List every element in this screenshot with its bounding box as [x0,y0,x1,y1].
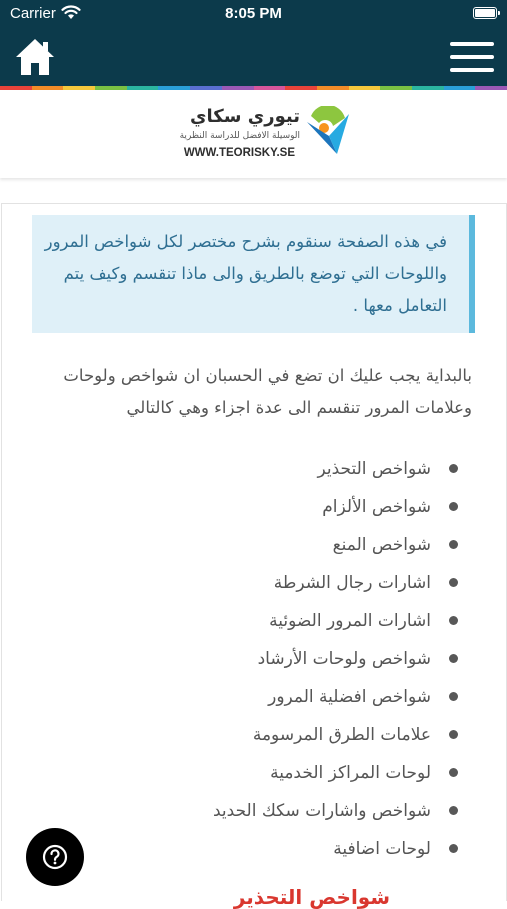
hamburger-menu-icon [450,42,494,46]
bullet-icon [449,540,458,549]
bullet-icon [449,616,458,625]
category-label: اشارات المرور الضوئية [269,611,431,631]
intro-paragraph: بالبداية يجب عليك ان تضع في الحسبان ان شواخص ولوحات وعلامات المرور تنقسم الى عدة اجزاء وهي كالتالي [63,366,472,417]
category-list [20,450,463,868]
logo-url: WWW.TEORISKY.SE [183,147,295,159]
logo-title: تيوري سكاي [190,106,300,127]
category-label: شواخص ولوحات الأرشاد [257,649,431,669]
bullet-icon [449,806,458,815]
bullet-icon [449,502,458,511]
question-mark-icon [26,828,84,886]
category-list-item [20,640,463,678]
bullet-icon [449,844,458,853]
category-list-item [20,754,463,792]
category-list-item [20,564,463,602]
carrier-label: Carrier [10,5,56,22]
category-list-item [20,792,463,830]
bullet-icon [449,692,458,701]
category-list-item [20,488,463,526]
category-list-item [20,716,463,754]
category-label: شواخص المنع [332,535,431,555]
section-heading: شواخص التحذير [233,885,390,909]
logo-subtitle: الوسيلة الافضل للدراسة النظرية [179,131,300,141]
bullet-icon [449,578,458,587]
category-label: شواخص افضلية المرور [268,687,431,707]
category-list-item [20,830,463,868]
category-label: لوحات المراكز الخدمية [270,763,431,783]
battery-icon [473,7,497,19]
category-label: شواخص واشارات سكك الحديد [212,801,431,821]
info-callout: في هذه الصفحة سنقوم بشرح مختصر لكل شواخص المرور واللوحات التي توضع بالطريق والى ماذا تنقسم وكيف يتم التعامل معها . [32,215,475,333]
category-list-item [20,602,463,640]
bullet-icon [449,768,458,777]
category-list-item [20,450,463,488]
status-bar [0,0,507,28]
menu-button[interactable] [450,40,496,74]
logo-banner [0,90,507,178]
top-navbar [0,28,507,86]
home-icon [13,36,57,78]
category-label: لوحات اضافية [333,839,431,859]
status-time: 8:05 PM [225,5,282,22]
help-button[interactable] [26,828,84,886]
bullet-icon [449,730,458,739]
home-button[interactable] [13,36,57,78]
bullet-icon [449,464,458,473]
category-list-item [20,678,463,716]
category-label: شواخص الألزام [322,497,431,517]
category-label: شواخص التحذير [317,459,431,479]
bullet-icon [449,654,458,663]
teorisky-logo-icon [303,106,351,160]
category-label: اشارات رجال الشرطة [273,573,431,593]
category-label: علامات الطرق المرسومة [252,725,431,745]
category-list-item [20,526,463,564]
